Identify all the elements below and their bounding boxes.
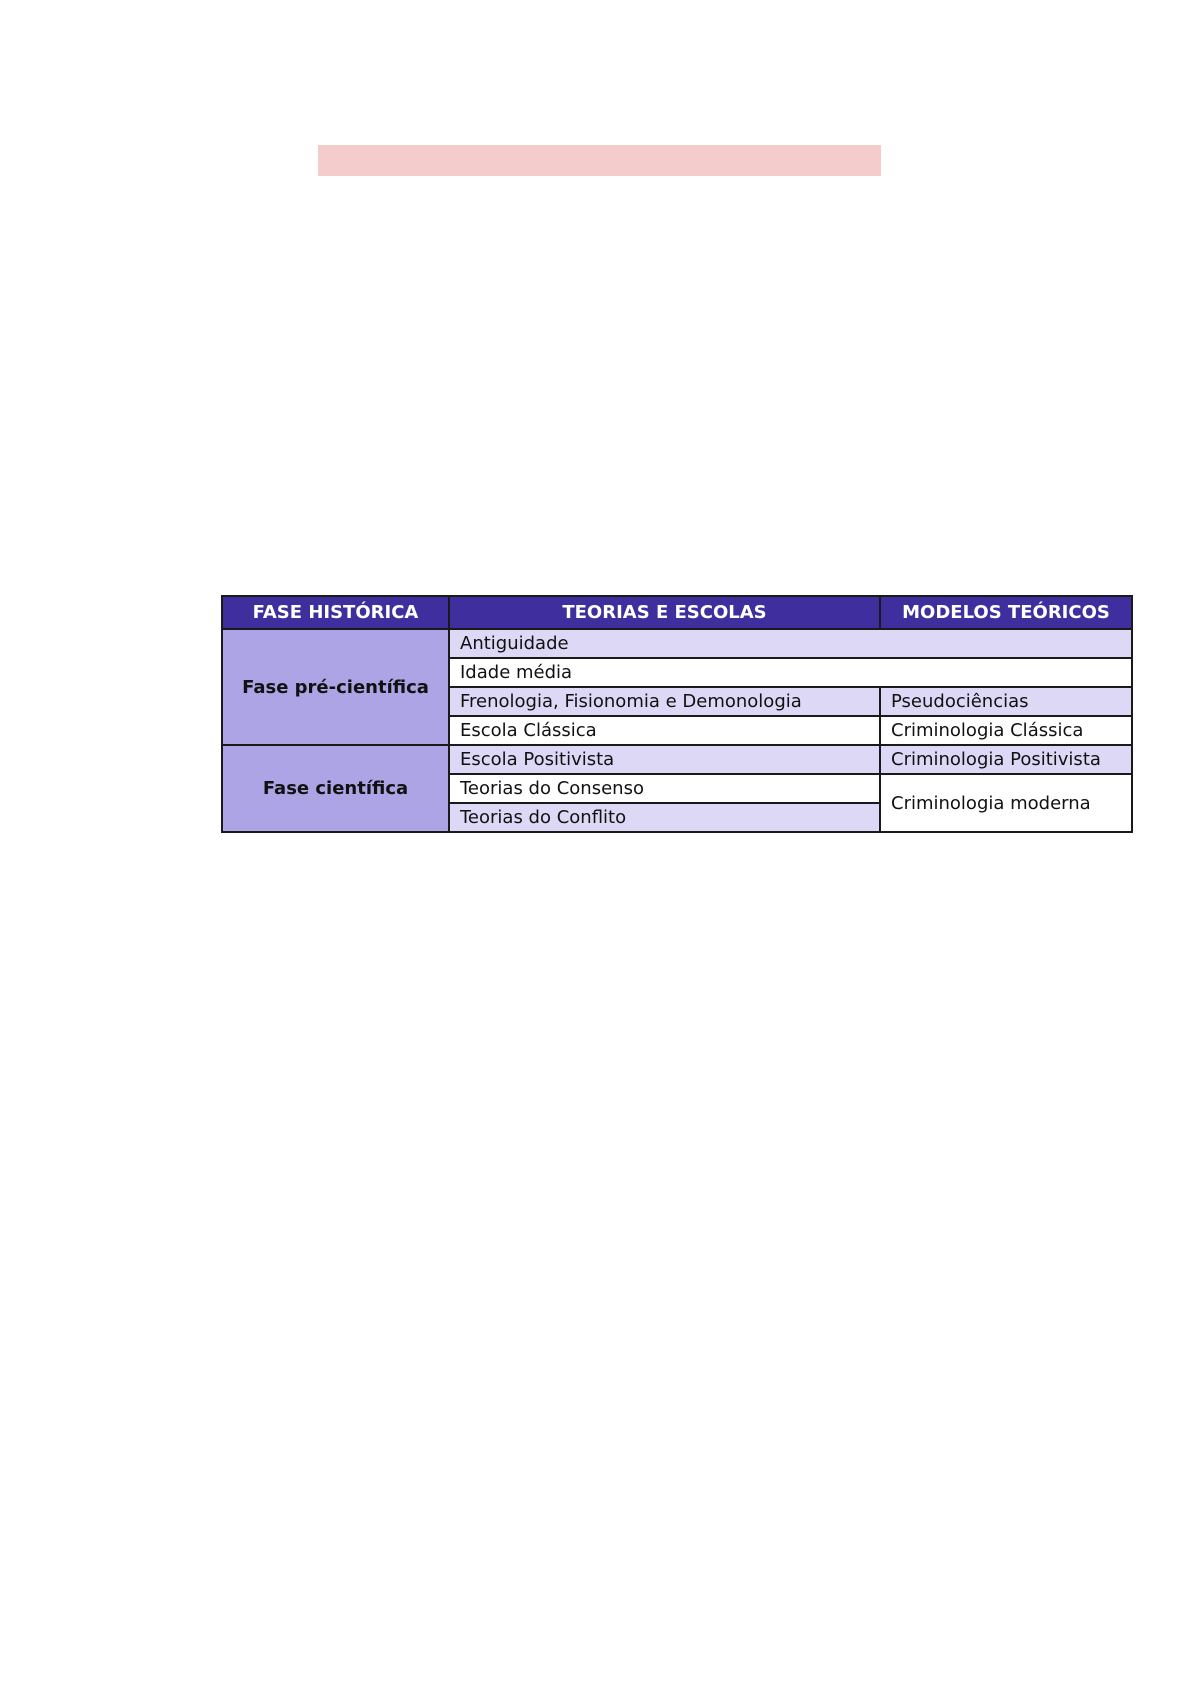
phase-pre-cientifica: Fase pré-científica	[222, 629, 449, 745]
theory-cell: Teorias do Consenso	[449, 774, 880, 803]
theory-cell: Escola Clássica	[449, 716, 880, 745]
theory-cell: Frenologia, Fisionomia e Demonologia	[449, 687, 880, 716]
theory-cell: Antiguidade	[449, 629, 1132, 658]
table-header-row	[222, 596, 1132, 629]
model-cell: Criminologia Clássica	[880, 716, 1132, 745]
model-cell: Criminologia Positivista	[880, 745, 1132, 774]
theory-cell: Idade média	[449, 658, 1132, 687]
header-fase-historica: FASE HISTÓRICA	[222, 596, 449, 629]
model-cell: Criminologia moderna	[880, 774, 1132, 832]
highlight-bar	[318, 145, 881, 176]
table-row	[222, 629, 1132, 658]
theory-cell: Teorias do Conflito	[449, 803, 880, 832]
phase-cientifica: Fase científica	[222, 745, 449, 832]
historical-phases-table	[221, 595, 1133, 833]
header-teorias-escolas: TEORIAS E ESCOLAS	[449, 596, 880, 629]
theory-cell: Escola Positivista	[449, 745, 880, 774]
model-cell: Pseudociências	[880, 687, 1132, 716]
header-modelos-teoricos: MODELOS TEÓRICOS	[880, 596, 1132, 629]
table-row	[222, 745, 1132, 774]
